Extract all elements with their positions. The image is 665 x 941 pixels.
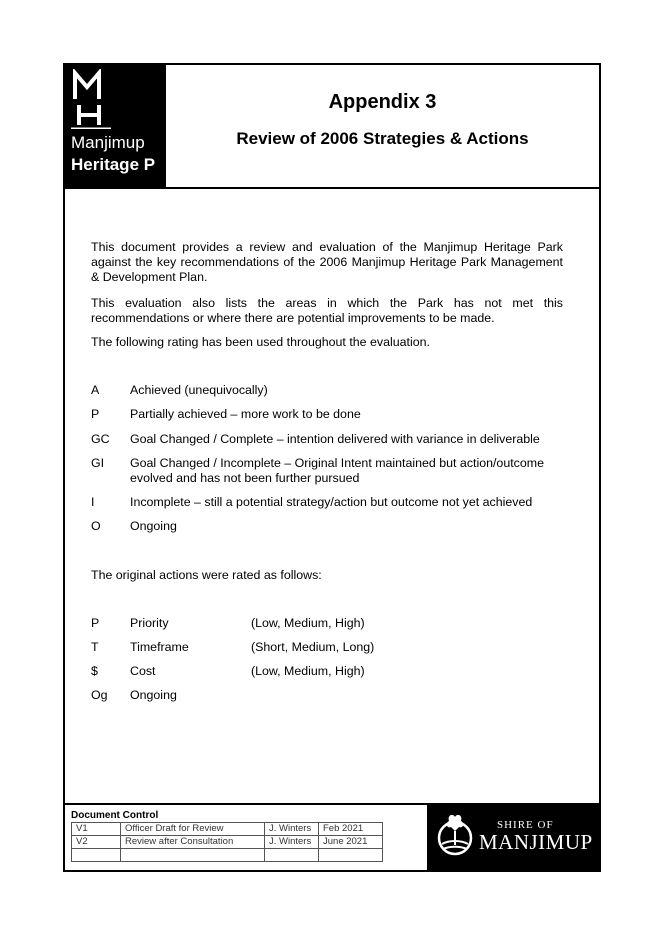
rating-code: A [91,383,100,397]
original-ratings-intro: The original actions were rated as follows: [91,568,322,582]
original-rating-label: Cost [130,664,156,678]
table-cell: V2 [72,836,121,849]
rating-desc: Achieved (unequivocally) [130,383,268,397]
original-rating-code: $ [91,664,98,678]
table-cell: J. Winters [265,823,319,836]
intro-paragraph-3: The following rating has been used throughout the evaluation. [91,335,430,349]
brand-manjimup: MANJIMUP [479,830,593,854]
document-control-label: Document Control [71,810,159,821]
intro-paragraph-2: This evaluation also lists the areas in which the Park has not met this recommendations or where there are potential improvements to be made. [91,296,563,325]
original-rating-label: Timeframe [130,640,189,654]
rating-code: GC [91,432,110,446]
table-cell [265,849,319,862]
table-cell: V1 [72,823,121,836]
heritage-park-logo [63,63,166,187]
table-cell: Feb 2021 [319,823,383,836]
shire-emblem-icon [437,811,473,861]
shire-of-manjimup-logo [427,805,601,872]
rating-desc: Incomplete – still a potential strategy/action but outcome not yet achieved [130,495,533,509]
logo-text-heritage: Heritage P [71,155,156,174]
table-cell [319,849,383,862]
document-control-table [71,822,383,862]
original-rating-range: (Short, Medium, Long) [251,640,375,654]
original-rating-code: T [91,640,99,654]
rating-code: I [91,495,95,509]
original-rating-range: (Low, Medium, High) [251,664,365,678]
table-cell [121,849,265,862]
rating-desc: Goal Changed / Incomplete – Original Intent maintained but action/outcome evolved and has not been further pursued [130,456,544,485]
table-cell: June 2021 [319,836,383,849]
original-rating-label: Priority [130,616,169,630]
intro-paragraph-1: This document provides a review and evaluation of the Manjimup Heritage Park against the key recommendations of the 2006 Manjimup Heritage Park Management & Development Plan. [91,240,563,284]
table-row [72,849,383,862]
original-rating-label: Ongoing [130,688,177,702]
rating-desc: Partially achieved – more work to be done [130,407,361,421]
table-cell: Officer Draft for Review [121,823,265,836]
rating-code: P [91,407,100,421]
footer [63,803,601,872]
rating-desc: Ongoing [130,519,177,533]
header [63,63,601,189]
rating-code: O [91,519,101,533]
rating-desc: Goal Changed / Complete – intention delivered with variance in deliverable [130,432,540,446]
table-cell [72,849,121,862]
table-cell: J. Winters [265,836,319,849]
table-cell: Review after Consultation [121,836,265,849]
table-row [72,836,383,849]
page-title: Appendix 3 [328,91,437,113]
heritage-park-mark-icon [71,69,111,129]
page-subtitle: Review of 2006 Strategies & Actions [236,129,529,148]
logo-text-manjimup: Manjimup [71,133,145,152]
brand-shire-of: SHIRE OF [497,819,554,831]
rating-code: GI [91,456,105,470]
original-rating-code: P [91,616,100,630]
original-rating-code: Og [91,688,108,702]
table-row [72,823,383,836]
original-rating-range: (Low, Medium, High) [251,616,365,630]
